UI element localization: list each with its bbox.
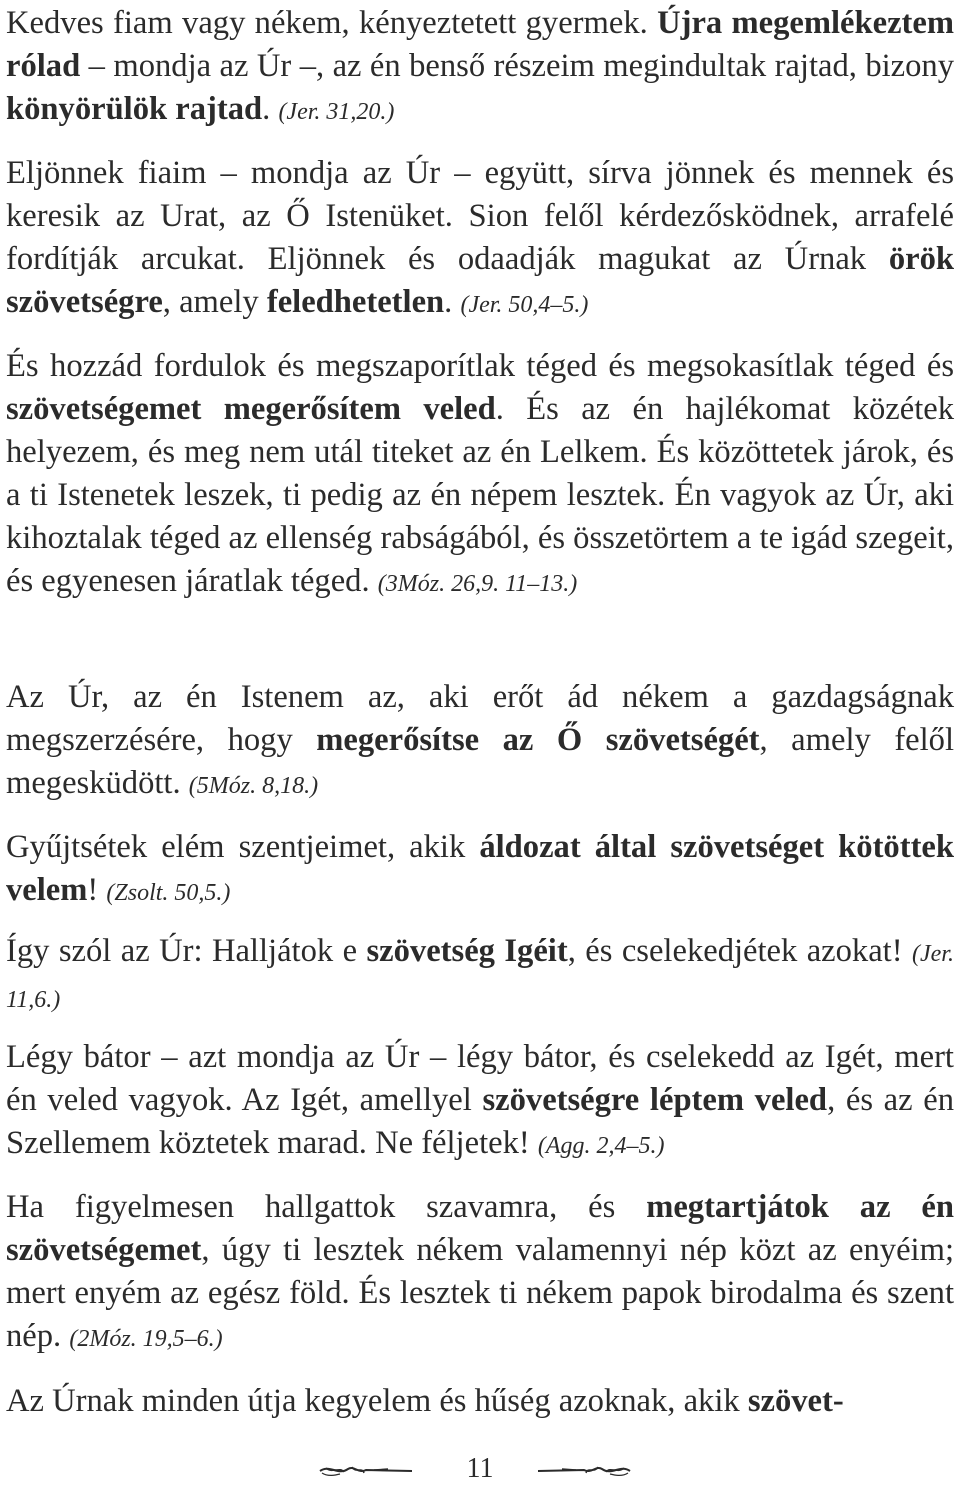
text-run: Az Úr, az én Istenem az, aki erőt ád nékem a gazdagságnak megszerzésére, hogy <box>6 679 954 758</box>
paragraph <box>6 826 954 915</box>
paragraph <box>6 1186 954 1361</box>
left-flourish-ornament-icon <box>318 1462 414 1478</box>
paragraph <box>6 152 954 327</box>
bold-phrase: szövetségemet megerősítem veled <box>6 391 496 427</box>
bold-phrase: örök szövetségre <box>6 241 954 320</box>
text-run: , és az én Szellemem köztetek marad. Ne féljetek! <box>6 1082 955 1161</box>
scripture-reference: (Jer. 50,4–5.) <box>460 292 589 318</box>
text-run: Légy bátor – azt mondja az Úr – légy bátor, és cselekedd az Igét, mert én veled vagyok. Az Igét, amellyel <box>6 1039 954 1118</box>
bold-phrase: feledhetetlen <box>266 284 445 320</box>
page-number: 11 <box>466 1453 494 1484</box>
scripture-reference: (Zsolt. 50,5.) <box>106 880 231 906</box>
scripture-reference: (Jer. 31,20.) <box>278 99 395 125</box>
page-footer <box>0 1452 960 1486</box>
bold-phrase: könyörülök rajtad <box>6 91 263 127</box>
text-run: Kedves fiam vagy nékem, kényeztetett gyermek. <box>6 5 658 41</box>
scripture-reference: (2Móz. 19,5–6.) <box>69 1326 223 1352</box>
paragraph <box>6 1380 954 1423</box>
text-run: , amely felől megesküdött. <box>6 722 955 801</box>
bold-phrase: szövet- <box>747 1383 844 1419</box>
bold-phrase: szövetség Igéit <box>366 933 568 969</box>
text-run: És hozzád fordulok és megszaporítlak téged és megsokasítlak téged és <box>6 348 954 384</box>
bold-phrase: Újra megemlékeztem rólad <box>6 5 954 84</box>
text-run: Az Úrnak minden útja kegyelem és hűség azoknak, akik <box>6 1383 748 1419</box>
text-run: Ha figyelmesen hallgattok szavamra, és <box>6 1189 647 1225</box>
text-run: Eljönnek fiaim – mondja az Úr – együtt, sírva jönnek és mennek és keresik az Urat, az Ő Istenüket. Sion felől kérdezősködnek, arrafelé fordítják arcukat. Eljönnek és odaadják magukat az Úrnak <box>6 155 954 277</box>
paragraph <box>6 345 954 606</box>
text-run: . <box>262 91 279 127</box>
text-run: – mondja az Úr –, az én benső részeim megindultak rajtad, bizony <box>80 48 954 84</box>
paragraph <box>6 2 954 134</box>
text-run: , és cselekedjétek azokat! <box>567 933 912 969</box>
bold-phrase: áldozat által szövetséget kötöttek velem <box>6 829 954 908</box>
text-run: Így szól az Úr: Halljátok e <box>6 933 367 969</box>
text-run: , amely <box>162 284 267 320</box>
scripture-reference: (Agg. 2,4–5.) <box>537 1133 665 1159</box>
scripture-reference: (Jer. 11,6.) <box>6 941 954 1013</box>
paragraph <box>6 930 954 1022</box>
scripture-reference: (5Móz. 8,18.) <box>188 773 319 799</box>
scripture-reference: (3Móz. 26,9. 11–13.) <box>377 571 578 597</box>
text-run: Gyűjtsétek elém szentjeimet, akik <box>6 829 480 865</box>
bold-phrase: megerősítse az Ő szövetségét <box>316 722 760 758</box>
paragraph <box>6 676 954 808</box>
paragraph <box>6 1036 954 1168</box>
text-run: ! <box>87 872 107 908</box>
bold-phrase: megtartjátok az én szövetségemet <box>6 1189 955 1268</box>
text-run: . És az én hajlékomat közétek helyezem, és meg nem utál titeket az én Lelkem. És közöttetek járok, és a ti Istenetek leszek, ti pedig az én népem lesztek. Én vagyok az Úr, aki kihoztalak téged az ellenség rabságából, és összetörtem a te igád szegeit, és egyenesen járatlak téged. <box>6 391 955 599</box>
text-run: . <box>444 284 461 320</box>
right-flourish-ornament-icon <box>536 1462 632 1478</box>
text-run: , úgy ti lesztek nékem valamennyi nép közt az enyéim; mert enyém az egész föld. És lesztek ti nékem papok birodalma és szent nép. <box>6 1232 954 1354</box>
bold-phrase: szövetségre léptem veled <box>482 1082 828 1118</box>
